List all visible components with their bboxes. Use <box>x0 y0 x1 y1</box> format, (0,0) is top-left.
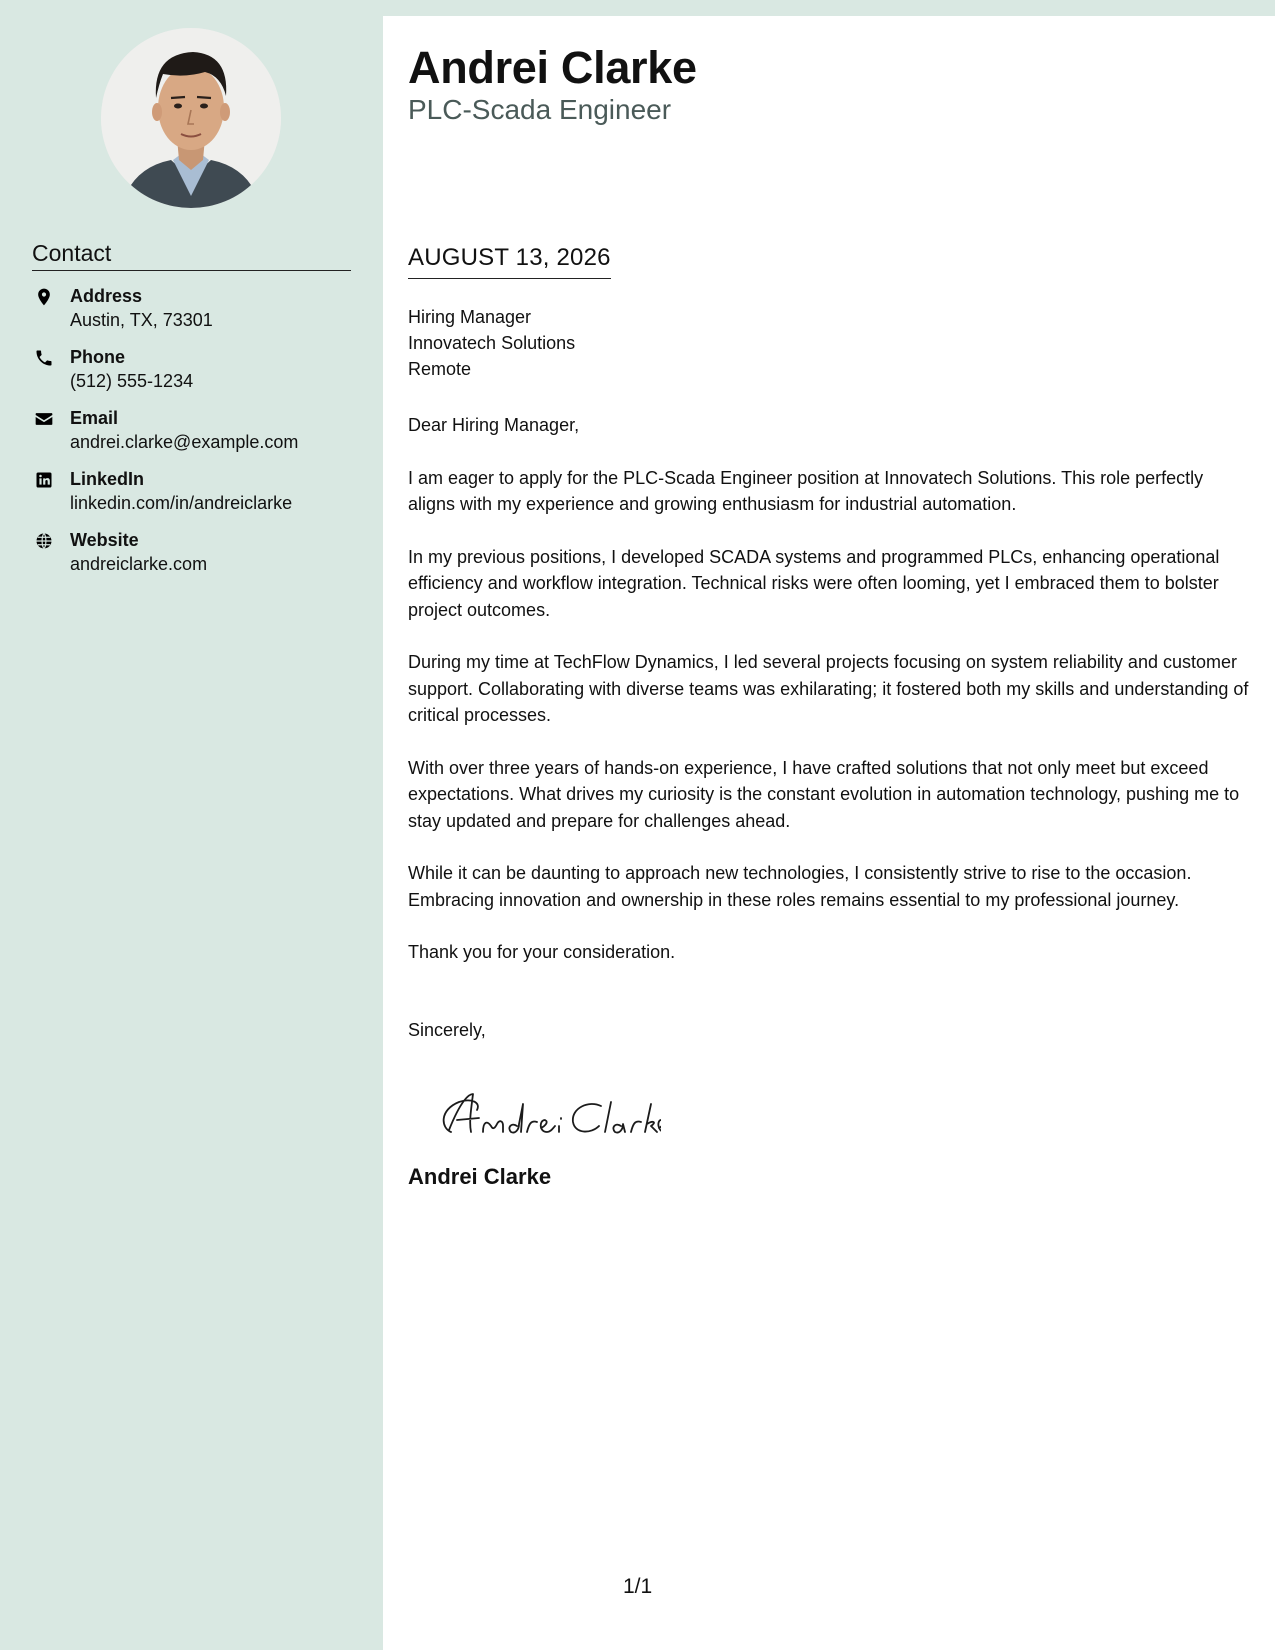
recipient-block <box>408 304 575 382</box>
signed-name: Andrei Clarke <box>408 1164 552 1189</box>
recipient-line: Hiring Manager <box>408 307 532 327</box>
contact-label: Phone <box>70 347 126 367</box>
letter-date: AUGUST 13, 2026 <box>408 244 611 279</box>
contact-value: (512) 555-1234 <box>70 371 194 391</box>
contact-phone <box>32 345 372 393</box>
closing: Sincerely, <box>408 1020 486 1040</box>
contact-list <box>32 284 372 589</box>
recipient-line: Remote <box>408 359 472 379</box>
globe-icon <box>32 529 56 553</box>
paragraph: While it can be daunting to approach new technologies, I consistently strive to rise to the occasion. Embracing innovation and ownership in these roles remains essential to my professional journey. <box>408 863 1192 910</box>
contact-value: andrei.clarke@example.com <box>70 432 299 452</box>
applicant-role: PLC-Scada Engineer <box>408 94 672 125</box>
contact-value: andreiclarke.com <box>70 554 208 574</box>
paragraph: In my previous positions, I developed SCADA systems and programmed PLCs, enhancing operational efficiency and workflow integration. Technical risks were often looming, yet I embraced them to bolster project outcomes. <box>408 546 1220 620</box>
contact-value: Austin, TX, 73301 <box>70 310 213 330</box>
handwritten-signature <box>421 1080 661 1150</box>
contact-heading: Contact <box>32 240 351 271</box>
contact-label: Address <box>70 286 143 306</box>
contact-label: Website <box>70 530 139 550</box>
phone-icon <box>32 346 56 370</box>
recipient-line: Innovatech Solutions <box>408 333 576 353</box>
contact-address <box>32 284 372 332</box>
paragraph: Thank you for your consideration. <box>408 942 676 962</box>
letter-body <box>408 412 1253 992</box>
applicant-name: Andrei Clarke <box>408 42 697 93</box>
linkedin-icon <box>32 468 56 492</box>
page-number: 1/1 <box>623 1575 653 1598</box>
paragraph: I am eager to apply for the PLC-Scada Engineer position at Innovatech Solutions. This role perfectly aligns with my experience and growing enthusiasm for industrial automation. <box>408 467 1204 514</box>
contact-label: Email <box>70 408 119 428</box>
contact-label: LinkedIn <box>70 469 145 489</box>
contact-linkedin <box>32 467 372 515</box>
contact-value: linkedin.com/in/andreiclarke <box>70 493 293 513</box>
letter-panel <box>383 16 1275 1650</box>
contact-website <box>32 528 372 576</box>
profile-photo <box>101 28 281 208</box>
salutation: Dear Hiring Manager, <box>408 415 580 435</box>
map-pin-icon <box>32 285 56 309</box>
sidebar <box>0 0 383 1650</box>
envelope-icon <box>32 407 56 431</box>
paragraph: During my time at TechFlow Dynamics, I led several projects focusing on system reliability and customer support. Collaborating with diverse teams was exhilarating; it fostered both my skills and understanding of critical processes. <box>408 652 1249 725</box>
contact-email <box>32 406 372 454</box>
paragraph: With over three years of hands-on experience, I have crafted solutions that not only meet but exceed expectations. What drives my curiosity is the constant evolution in automation technology, pushing me to stay updated and prepare for challenges ahead. <box>408 757 1240 831</box>
